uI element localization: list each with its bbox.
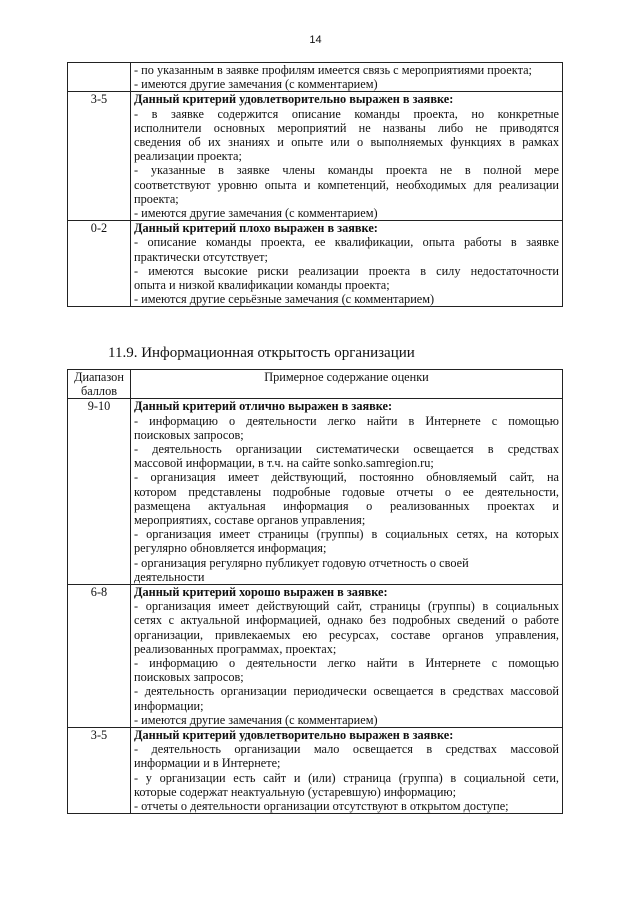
criteria-line: - имеются другие замечания (с комментарием) bbox=[134, 205, 378, 220]
criteria-line: сетях с актуальной информацией, однако без подробных сведений о работе bbox=[134, 613, 559, 628]
criteria-line: информации и в Интернете; bbox=[134, 756, 281, 771]
table-row bbox=[68, 63, 563, 92]
criteria-description-cell bbox=[131, 584, 563, 727]
score-range-cell bbox=[68, 63, 131, 92]
criteria-line: сведения об их знаниях и опыте или о выполняемых функциях в рамках bbox=[134, 134, 559, 149]
criteria-line: мероприятиях, составе органов управления; bbox=[134, 512, 366, 527]
criteria-line: - в заявке содержится описание команды проекта, но конкретные bbox=[134, 106, 559, 121]
criteria-line: которые содержат неактуальную (устаревшую) информацию; bbox=[134, 784, 457, 799]
criteria-table-team bbox=[67, 62, 563, 307]
criteria-heading: Данный критерий отлично выражен в заявке: bbox=[134, 399, 393, 414]
table-header-row bbox=[68, 370, 563, 399]
criteria-line: реализованных программах, проектах; bbox=[134, 641, 337, 656]
criteria-line: практически отсутствует; bbox=[134, 249, 268, 264]
criteria-line: соответствуют уровню опыта и компетенций, необходимых для реализации bbox=[134, 177, 559, 192]
criteria-line: - имеются другие замечания (с комментарием) bbox=[134, 77, 378, 92]
score-range-cell: 0-2 bbox=[68, 221, 131, 307]
table-row bbox=[68, 584, 563, 727]
criteria-description-cell bbox=[131, 92, 563, 221]
criteria-line: - информацию о деятельности легко найти в Интернете с помощью bbox=[134, 655, 559, 670]
criteria-line: - имеются другие серьёзные замечания (с комментарием) bbox=[134, 292, 435, 307]
score-range-cell: 9-10 bbox=[68, 399, 131, 585]
criteria-line: - организация имеет страницы (группы) в социальных сетях, на которых bbox=[134, 527, 559, 542]
criteria-line: - имеются другие замечания (с комментарием) bbox=[134, 712, 378, 727]
criteria-description-cell bbox=[131, 63, 563, 92]
criteria-table-openness bbox=[67, 369, 563, 814]
criteria-line: - организация имеет действующий сайт, страницы (группы) в социальных bbox=[134, 599, 559, 614]
score-range-cell: 3-5 bbox=[68, 92, 131, 221]
criteria-line: реализации проекта; bbox=[134, 149, 242, 164]
criteria-heading: Данный критерий плохо выражен в заявке: bbox=[134, 221, 378, 236]
criteria-line: - по указанным в заявке профилям имеется связь с мероприятиями проекта; bbox=[134, 63, 532, 77]
criteria-line: организации, привлекаемых ею ресурсах, составе органов управления, bbox=[134, 627, 559, 642]
criteria-description-cell bbox=[131, 727, 563, 813]
criteria-line: - указанные в заявке члены команды проекта не в полной мере bbox=[134, 163, 559, 178]
criteria-line: - у организации есть сайт и (или) страница (группа) в социальной сети, bbox=[134, 770, 559, 785]
header-score-line2: баллов bbox=[80, 384, 118, 399]
criteria-line: массовой информации, в т.ч. на сайте sonko.samregion.ru; bbox=[134, 456, 434, 471]
score-range-cell: 6-8 bbox=[68, 584, 131, 727]
criteria-line: - описание команды проекта, ее квалификации, опыта работы в заявке bbox=[134, 235, 559, 250]
criteria-line: регулярно обновляется информация; bbox=[134, 541, 327, 556]
table-row bbox=[68, 399, 563, 585]
criteria-line: - организация регулярно публикует годовую отчетность о своей bbox=[134, 555, 469, 570]
criteria-line: - деятельность организации систематически освещается в средствах bbox=[134, 442, 559, 456]
section-title: 11.9. Информационная открытость организации bbox=[108, 345, 415, 361]
criteria-line: размещена актуальная информация о реализованных проектах и bbox=[134, 498, 559, 513]
criteria-heading: Данный критерий удовлетворительно выражен в заявке: bbox=[134, 92, 454, 107]
criteria-heading: Данный критерий удовлетворительно выражен в заявке: bbox=[134, 727, 454, 742]
criteria-line: поисковых запросов; bbox=[134, 427, 244, 442]
criteria-line: - деятельность организации периодически освещается в средствах массовой bbox=[134, 684, 559, 699]
table-row bbox=[68, 727, 563, 813]
criteria-line: опыта и низкой квалификации команды проекта; bbox=[134, 277, 390, 292]
header-score-range bbox=[68, 370, 131, 399]
criteria-description-cell bbox=[131, 221, 563, 307]
criteria-line: котором представлены подробные годовые отчеты о ее деятельности, bbox=[134, 484, 559, 499]
criteria-line: - организация имеет действующий, постоянно обновляемый сайт, на bbox=[134, 470, 559, 485]
criteria-line: - имеются высокие риски реализации проекта в силу недостаточности bbox=[134, 263, 559, 278]
criteria-line: деятельности bbox=[134, 569, 205, 584]
table-row bbox=[68, 92, 563, 221]
criteria-line: исполнители основных мероприятий не названы либо не приводятся bbox=[134, 120, 559, 135]
criteria-line: поисковых запросов; bbox=[134, 670, 244, 685]
header-content: Примерное содержание оценки bbox=[131, 370, 563, 399]
criteria-line: проекта; bbox=[134, 191, 179, 206]
criteria-line: - деятельность организации мало освещается в средствах массовой bbox=[134, 742, 559, 757]
criteria-line: информации; bbox=[134, 698, 204, 713]
score-range-cell: 3-5 bbox=[68, 727, 131, 813]
criteria-description-cell bbox=[131, 399, 563, 585]
header-score-line1: Диапазон bbox=[74, 370, 124, 384]
table-row bbox=[68, 221, 563, 307]
criteria-line: - отчеты о деятельности организации отсутствуют в открытом доступе; bbox=[134, 798, 509, 813]
criteria-heading: Данный критерий хорошо выражен в заявке: bbox=[134, 584, 388, 599]
criteria-line: - информацию о деятельности легко найти в Интернете с помощью bbox=[134, 413, 559, 428]
page-number: 14 bbox=[309, 34, 322, 46]
